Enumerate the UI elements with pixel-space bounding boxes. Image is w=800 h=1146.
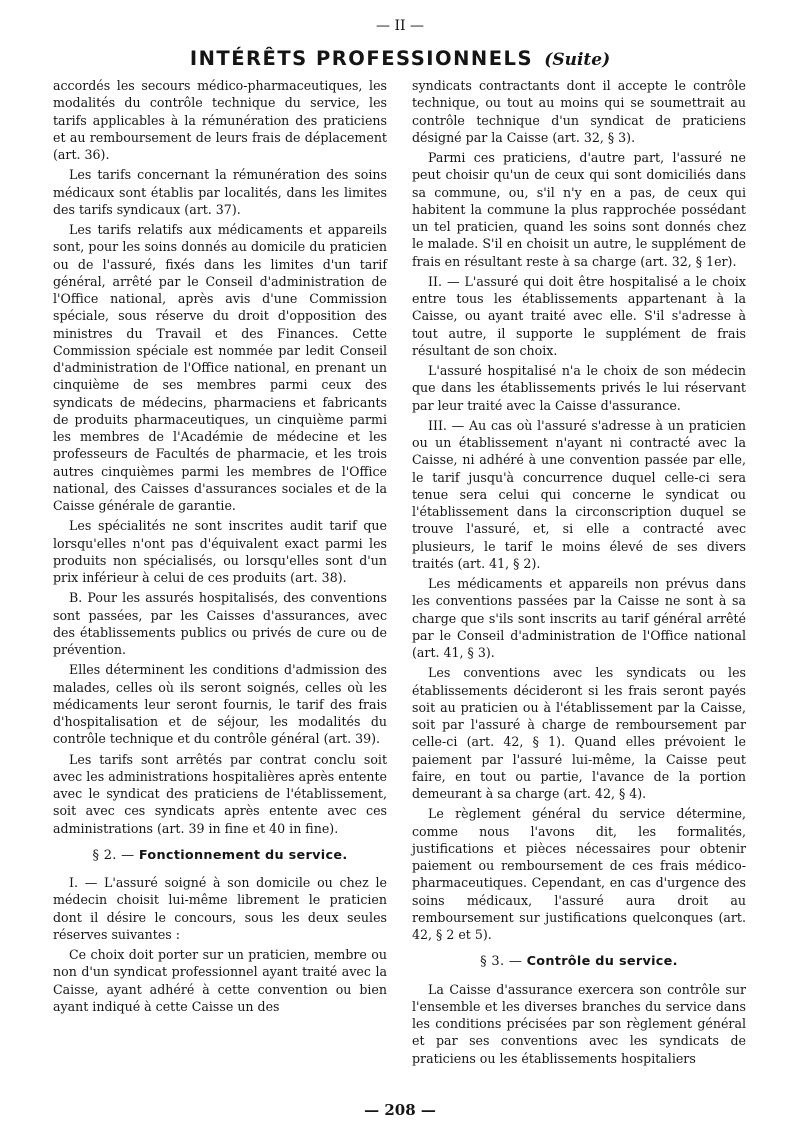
section-3-heading xyxy=(412,953,746,970)
page-header xyxy=(0,47,800,70)
paragraph: Les conventions avec les syndicats ou les établissements décideront si les frais seront payés soit au praticien ou à l'établissement par la Caisse, soit par l'assuré à charge de remboursement par celle-ci (art. 42, § 1). Quand elles prévoient le paiement par l'assuré lui-même, la Caisse peut faire, en tout ou partie, l'avance de la portion demeurant à sa charge (art. 42, § 4). xyxy=(412,665,746,801)
paragraph: II. — L'assuré qui doit être hospitalisé a le choix entre tous les établissements appartenant à la Caisse, ou ayant traité avec elle. S'il s'adresse à tout autre, il supporte le supplément de frais résultant de son choix. xyxy=(412,273,746,358)
paragraph: Parmi ces praticiens, d'autre part, l'assuré ne peut choisir qu'un de ceux qui sont domiciliés dans sa commune, ou, s'il n'y en a pas, de ceux qui habitent la commune la plus rapprochée possédant un tel praticien, quand les soins sont donnés chez le malade. S'il en choisit un autre, le supplément de frais en résultant reste à sa charge (art. 32, § 1er). xyxy=(412,150,746,269)
paragraph: III. — Au cas où l'assuré s'adresse à un praticien ou un établissement n'ayant ni contracté avec la Caisse, ni adhéré à une convention passée par elle, le tarif jusqu'à concurrence duquel celle-ci sera tenue sera celui qui concerne le syndicat ou l'établissement dans la circonscription duquel se trouve l'assuré, et, si elle a contracté avec plusieurs, le tarif le moins élevé de ses divers traités (art. 41, § 2). xyxy=(412,417,746,571)
section-2-number: § 2. — xyxy=(92,847,135,863)
section-3-number: § 3. — xyxy=(480,954,523,970)
header-title: INTÉRÊTS PROFESSIONNELS xyxy=(189,47,533,70)
paragraph: Les tarifs concernant la rémunération des soins médicaux sont établis par localités, dans les limites des tarifs syndicaux (art. 37). xyxy=(53,167,387,217)
header-suite: (Suite) xyxy=(544,50,611,70)
paragraph: Les tarifs sont arrêtés par contrat conclu soit avec les administrations hospitalières après entente avec le syndicat des praticiens de l'établissement, soit avec ces syndicats après entente avec ces administrations (art. 39 in fine et 40 in fine). xyxy=(53,751,387,836)
section-3-title: Contrôle du service. xyxy=(526,954,678,970)
paragraph: Le règlement général du service détermine, comme nous l'avons dit, les formalités, justifications et pièces nécessaires pour obtenir paiement ou remboursement de ces frais médico-pharmaceutiques. Cependant, en cas d'urgence des soins médicaux, l'assuré aura droit au remboursement sur justifications quelconques (art. 42, § 2 et 5). xyxy=(412,806,746,942)
paragraph: B. Pour les assurés hospitalisés, des conventions sont passées, par les Caisses d'assurances, avec des établissements publics ou privés de cure ou de prévention. xyxy=(53,590,387,657)
paragraph: Les médicaments et appareils non prévus dans les conventions passées par la Caisse ne sont à sa charge que s'ils sont inscrits au tarif général arrêté par le Conseil d'administration de l'Office national (art. 41, § 3). xyxy=(412,576,746,660)
paragraph: La Caisse d'assurance exercera son contrôle sur l'ensemble et les diverses branches du service dans les conditions précisées par son règlement général et par ses conventions avec les syndicats de praticiens ou les établissements hospitaliers xyxy=(412,981,746,1066)
right-column xyxy=(412,77,746,1070)
paragraph: Les spécialités ne sont inscrites audit tarif que lorsqu'elles n'ont pas d'équivalent exact parmi les produits non spécialisés, ou lorsqu'elles sont d'un prix inférieur à celui de ces produits (art. 38). xyxy=(53,518,387,585)
paragraph: Elles déterminent les conditions d'admission des malades, celles où ils seront soignés, celles où les médicaments leur seront fournis, le tarif des frais d'hospitalisation et de séjour, les modalités du contrôle technique et du contrôle général (art. 39). xyxy=(53,662,387,747)
page-number: — 208 — xyxy=(364,1101,436,1119)
folio: — II — xyxy=(376,18,424,34)
left-column xyxy=(53,77,387,1018)
paragraph: accordés les secours médico-pharmaceutiques, les modalités du contrôle technique du service, les tarifs applicables à la rémunération des praticiens et au remboursement de leurs frais de déplacement (art. 36). xyxy=(53,78,387,162)
paragraph: L'assuré hospitalisé n'a le choix de son médecin que dans les établissements privés le lui réservant par leur traité avec la Caisse d'assurance. xyxy=(412,363,746,413)
paragraph: syndicats contractants dont il accepte le contrôle technique, ou tout au moins qui se soumettrait au contrôle technique d'un syndicat de praticiens désigné par la Caisse (art. 32, § 3). xyxy=(412,78,746,145)
paragraph: Ce choix doit porter sur un praticien, membre ou non d'un syndicat professionnel ayant traité avec la Caisse, ayant adhéré à cette convention ou bien ayant indiqué à cette Caisse un des xyxy=(53,947,387,1014)
section-2-title: Fonctionnement du service. xyxy=(138,847,348,863)
paragraph: I. — L'assuré soigné à son domicile ou chez le médecin choisit lui-même librement le praticien dont il désire le concours, sous les deux seules réserves suivantes : xyxy=(53,875,387,942)
paragraph: Les tarifs relatifs aux médicaments et appareils sont, pour les soins donnés au domicile du praticien ou de l'assuré, fixés dans les limites d'un tarif général, arrêté par le Conseil d'administration de l'Office national, après avis d'une Commission spéciale, sous réserve du droit d'opposition des ministres du Travail et des Finances. Cette Commission spéciale est nommée par ledit Conseil d'administration de l'Office national, en prenant un cinquième de ses membres parmi ceux des syndicats de médecins, pharmaciens et fabricants de produits pharmaceutiques, un cinquième parmi les membres de l'Académie de médecine et les professeurs de Facultés de pharmacie, et les trois autres cinquièmes parmi les membres de l'Office national, des Caisses d'assurances sociales et de la Caisse générale de garantie. xyxy=(53,222,387,513)
section-2-heading xyxy=(53,847,387,864)
